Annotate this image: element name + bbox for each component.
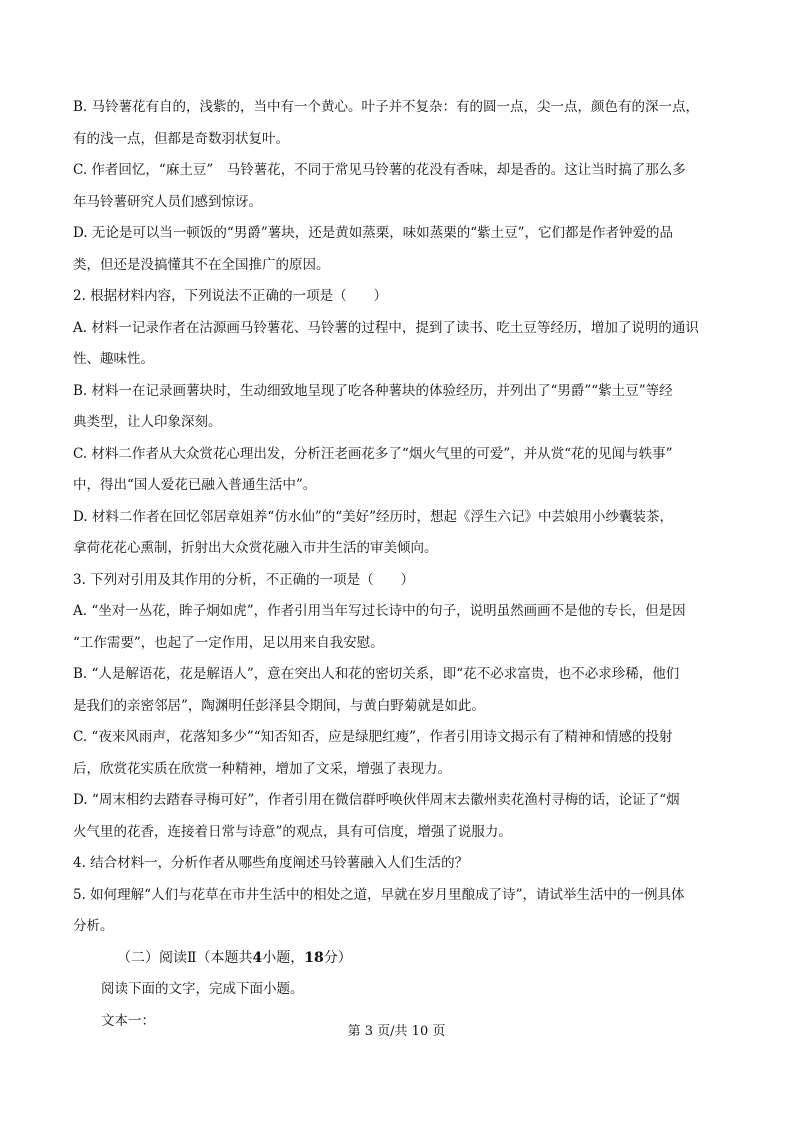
q3-option-b-line-1: B. “人是解语花，花是解语人”，意在突出人和花的密切关系，即“花不必求富贵，也不必求珍稀，他们 bbox=[73, 666, 680, 682]
question-5-line-2: 分析。 bbox=[73, 918, 114, 934]
question-4: 4. 结合材料一，分析作者从哪些角度阐述马铃薯融入人们生活的？ bbox=[73, 855, 469, 871]
section-heading-prefix: （二）阅读Ⅱ（本题共 bbox=[117, 949, 253, 966]
q3-option-a-line-1: A. “坐对一丛花，眸子炯如虎”，作者引用当年写过长诗中的句子，说明虽然画画不是他的专长，但是因 bbox=[73, 603, 686, 619]
question-5-line-1: 5. 如何理解“人们与花草在市井生活中的相处之道，早就在岁月里酿成了诗”，请试举生活中的一例具体 bbox=[73, 886, 685, 903]
q2-option-c-line-2: 中，得出“国人爱花已融入普通生活中”。 bbox=[73, 477, 317, 493]
question-content bbox=[73, 92, 728, 1037]
q3-option-c-line-2: 后，欣赏花实质在欣赏一种精神，增加了文采，增强了表现力。 bbox=[73, 760, 451, 777]
q2-option-a-line-1: A. 材料一记录作者在沽源画马铃薯花、马铃薯的过程中，提到了读书、吃土豆等经历，增加了说明的通识 bbox=[73, 319, 699, 336]
section-points: 18 bbox=[304, 949, 324, 966]
reading-instruction: 阅读下面的文字，完成下面小题。 bbox=[101, 981, 304, 997]
q3-option-b-line-2: 是我们的亲密邻居”，陶渊明任彭泽县令期间，与黄白野菊就是如此。 bbox=[73, 697, 485, 714]
option-c-line-1: C. 作者回忆，“麻土豆” 马铃薯花，不同于常见马铃薯的花没有香味，却是香的。这让当时搞了那么多 bbox=[73, 162, 686, 178]
q2-option-c-line-1: C. 材料二作者从大众赏花心理出发，分析汪老画花多了“烟火气里的可爱”，并从赏“花的见闻与轶事” bbox=[73, 445, 673, 462]
option-d-line-2: 类，但还是没搞懂其不在全国推广的原因。 bbox=[73, 256, 330, 273]
question-3-stem: 3. 下列对引用及其作用的分析，不正确的一项是（ ） bbox=[73, 571, 415, 588]
option-b-line-1: B. 马铃薯花有自的，浅紫的，当中有一个黄心。叶子并不复杂：有的圆一点，尖一点，颜色有的深一点， bbox=[73, 99, 700, 115]
section-heading-suffix: 分） bbox=[323, 949, 352, 966]
q2-option-b-line-1: B. 材料一在记录画薯块时，生动细致地呈现了吃各种薯块的体验经历，并列出了“男爵”“紫土豆”等经 bbox=[73, 382, 673, 399]
q3-option-d-line-1: D. “周末相约去踏春寻梅可好”，作者引用在微信群呼唤伙伴周末去徽州卖花渔村寻梅的话，论证了“烟 bbox=[73, 792, 680, 808]
q2-option-d-line-2: 拿荷花花心熏制，折射出大众赏花融入市井生活的审美倾向。 bbox=[73, 540, 438, 556]
q3-option-c-line-1: C. “夜来风雨声，花落知多少”“知否知否，应是绿肥红瘦”，作者引用诗文揭示有了精神和情感的投射 bbox=[73, 729, 673, 745]
text-one-label: 文本一： bbox=[101, 1012, 155, 1029]
q2-option-a-line-2: 性、趣味性。 bbox=[73, 351, 154, 367]
section-question-count: 4 bbox=[252, 949, 263, 966]
question-2-stem: 2. 根据材料内容，下列说法不正确的一项是（ ） bbox=[73, 288, 388, 304]
option-b-line-2: 有的浅一点，但都是奇数羽状复叶。 bbox=[73, 130, 289, 147]
option-d-line-1: D. 无论是可以当一顿饭的“男爵”薯块，还是黄如蒸栗，味如蒸栗的“紫土豆”，它们都是作者钟爱的品 bbox=[73, 225, 674, 241]
option-c-line-2: 年马铃薯研究人员们感到惊讶。 bbox=[73, 193, 262, 210]
section-heading bbox=[73, 943, 728, 975]
section-heading-middle: 小题， bbox=[262, 949, 305, 966]
q2-option-d-line-1: D. 材料二作者在回忆邻居章姐养“仿水仙”的“美好”经历时，想起《浮生六记》中芸娘用小纱囊装茶， bbox=[73, 508, 674, 525]
q3-option-d-line-2: 火气里的花香，连接着日常与诗意”的观点，具有可信度，增强了说服力。 bbox=[73, 823, 512, 840]
q2-option-b-line-2: 典类型，让人印象深刻。 bbox=[73, 414, 222, 430]
page-footer: 第 3 页/共 10 页 bbox=[347, 1024, 446, 1039]
q3-option-a-line-2: “工作需要”，也起了一定作用，足以用来自我安慰。 bbox=[73, 634, 384, 651]
